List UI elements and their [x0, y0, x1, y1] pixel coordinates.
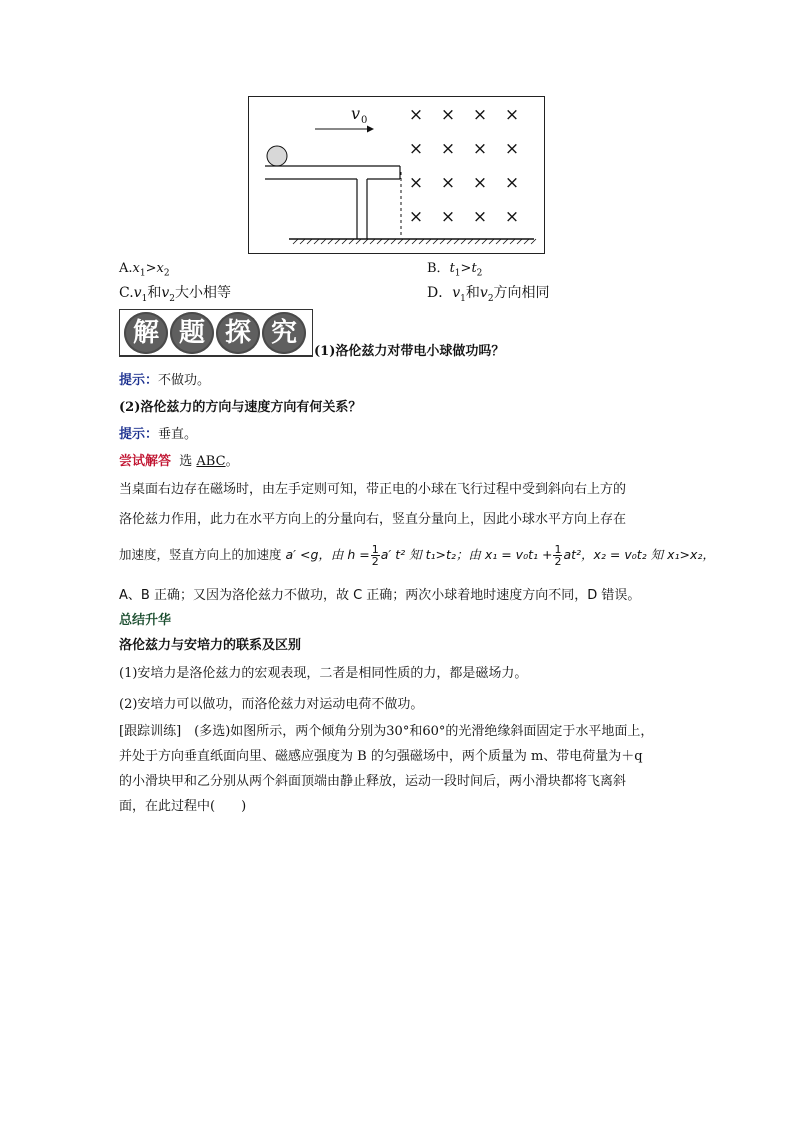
option-d[interactable]: D．$v_1$和$v_2$方向相同	[427, 285, 550, 304]
field-cross-3-0: ×	[408, 207, 424, 227]
practice-line-1: [跟踪训练] (多选)如图所示，两个倾角分别为30°和60°的光滑绝缘斜面固定于水平地面上，	[119, 724, 654, 739]
figure-diagram	[249, 97, 546, 255]
banner-char-1: 解	[124, 312, 168, 354]
charged-ball	[267, 146, 287, 166]
field-cross-3-3: ×	[504, 207, 520, 227]
solution-line-3: 加速度，竖直方向上的加速度 a′ <g，由 h = $\frac{1}{2}$ a′ t² 知 t₁>t₂；由 x₁ = v₀t₁ + $\frac{1}{2}$ at²，x₂ = v₀t₂ 知 x₁>x₂，	[119, 543, 715, 568]
field-cross-3-1: ×	[440, 207, 456, 227]
summary-title: 总结升华	[119, 613, 172, 628]
practice-line-4: 面，在此过程中( )	[119, 799, 247, 814]
physics-figure	[248, 96, 545, 254]
option-b[interactable]: B．$t_1>t_2$	[427, 261, 483, 279]
field-cross-0-1: ×	[440, 105, 456, 125]
solution-line-2: 洛伦兹力作用，此力在水平方向上的分量向右，竖直分量向上，因此小球水平方向上存在	[119, 512, 627, 527]
banner-char-2: 题	[170, 312, 214, 354]
banner-char-3: 探	[216, 312, 260, 354]
question-2: (2)洛伦兹力的方向与速度方向有何关系？	[119, 400, 362, 415]
option-a[interactable]: $A.x_1>x_2$	[119, 261, 170, 279]
field-cross-2-1: ×	[440, 173, 456, 193]
solution-line-4: A、B 正确；又因为洛伦兹力不做功，故 C 正确；两次小球着地时速度方向不同，D 错误。	[119, 588, 641, 603]
field-cross-1-3: ×	[504, 139, 520, 159]
solution-line-1: 当桌面右边存在磁场时，由左手定则可知，带正电的小球在飞行过程中受到斜向右上方的	[119, 482, 627, 497]
summary-subtitle: 洛伦兹力与安培力的联系及区别	[119, 638, 302, 653]
field-cross-0-0: ×	[408, 105, 424, 125]
field-cross-2-2: ×	[472, 173, 488, 193]
field-cross-2-3: ×	[504, 173, 520, 193]
trial-label: 尝试解答	[119, 454, 172, 469]
field-cross-0-3: ×	[504, 105, 520, 125]
practice-line-2: 并处于方向垂直纸面向里、磁感应强度为 B 的匀强磁场中，两个质量为 m、带电荷量为＋q	[119, 749, 643, 764]
option-b-prefix: B．	[427, 261, 450, 276]
solve-explore-banner	[119, 309, 313, 357]
summary-point-1: (1)安培力是洛伦兹力的宏观表现，二者是相同性质的力，都是磁场力。	[119, 666, 528, 681]
field-cross-2-0: ×	[408, 173, 424, 193]
hint-1: 提示：不做功。	[119, 373, 211, 388]
field-cross-1-2: ×	[472, 139, 488, 159]
field-cross-1-0: ×	[408, 139, 424, 159]
velocity-subscript: 0	[361, 115, 368, 126]
question-1: (1)洛伦兹力对带电小球做功吗？	[314, 344, 505, 359]
velocity-label: v	[351, 104, 361, 123]
hint-label: 提示：	[119, 373, 159, 388]
answer-value: ABC	[196, 454, 226, 469]
banner-char-4: 究	[262, 312, 306, 354]
field-cross-3-2: ×	[472, 207, 488, 227]
hint-2: 提示：垂直。	[119, 427, 198, 442]
practice-line-3: 的小滑块甲和乙分别从两个斜面顶端由静止释放，运动一段时间后，两小滑块都将飞离斜	[119, 774, 627, 789]
magnetic-field-crosses	[409, 105, 519, 227]
field-cross-1-1: ×	[440, 139, 456, 159]
summary-point-2: (2)安培力可以做功，而洛伦兹力对运动电荷不做功。	[119, 697, 424, 712]
option-c[interactable]: $C.v_1$和$v_2$大小相等	[119, 285, 231, 304]
option-a-prefix: A.	[119, 261, 133, 276]
field-cross-0-2: ×	[472, 105, 488, 125]
trial-answer: 尝试解答 选 ABC。	[119, 454, 239, 469]
fraction-half: $\frac{1}{2}$	[371, 543, 379, 568]
fraction-half-2: $\frac{1}{2}$	[554, 543, 562, 568]
velocity-arrowhead	[367, 126, 374, 133]
